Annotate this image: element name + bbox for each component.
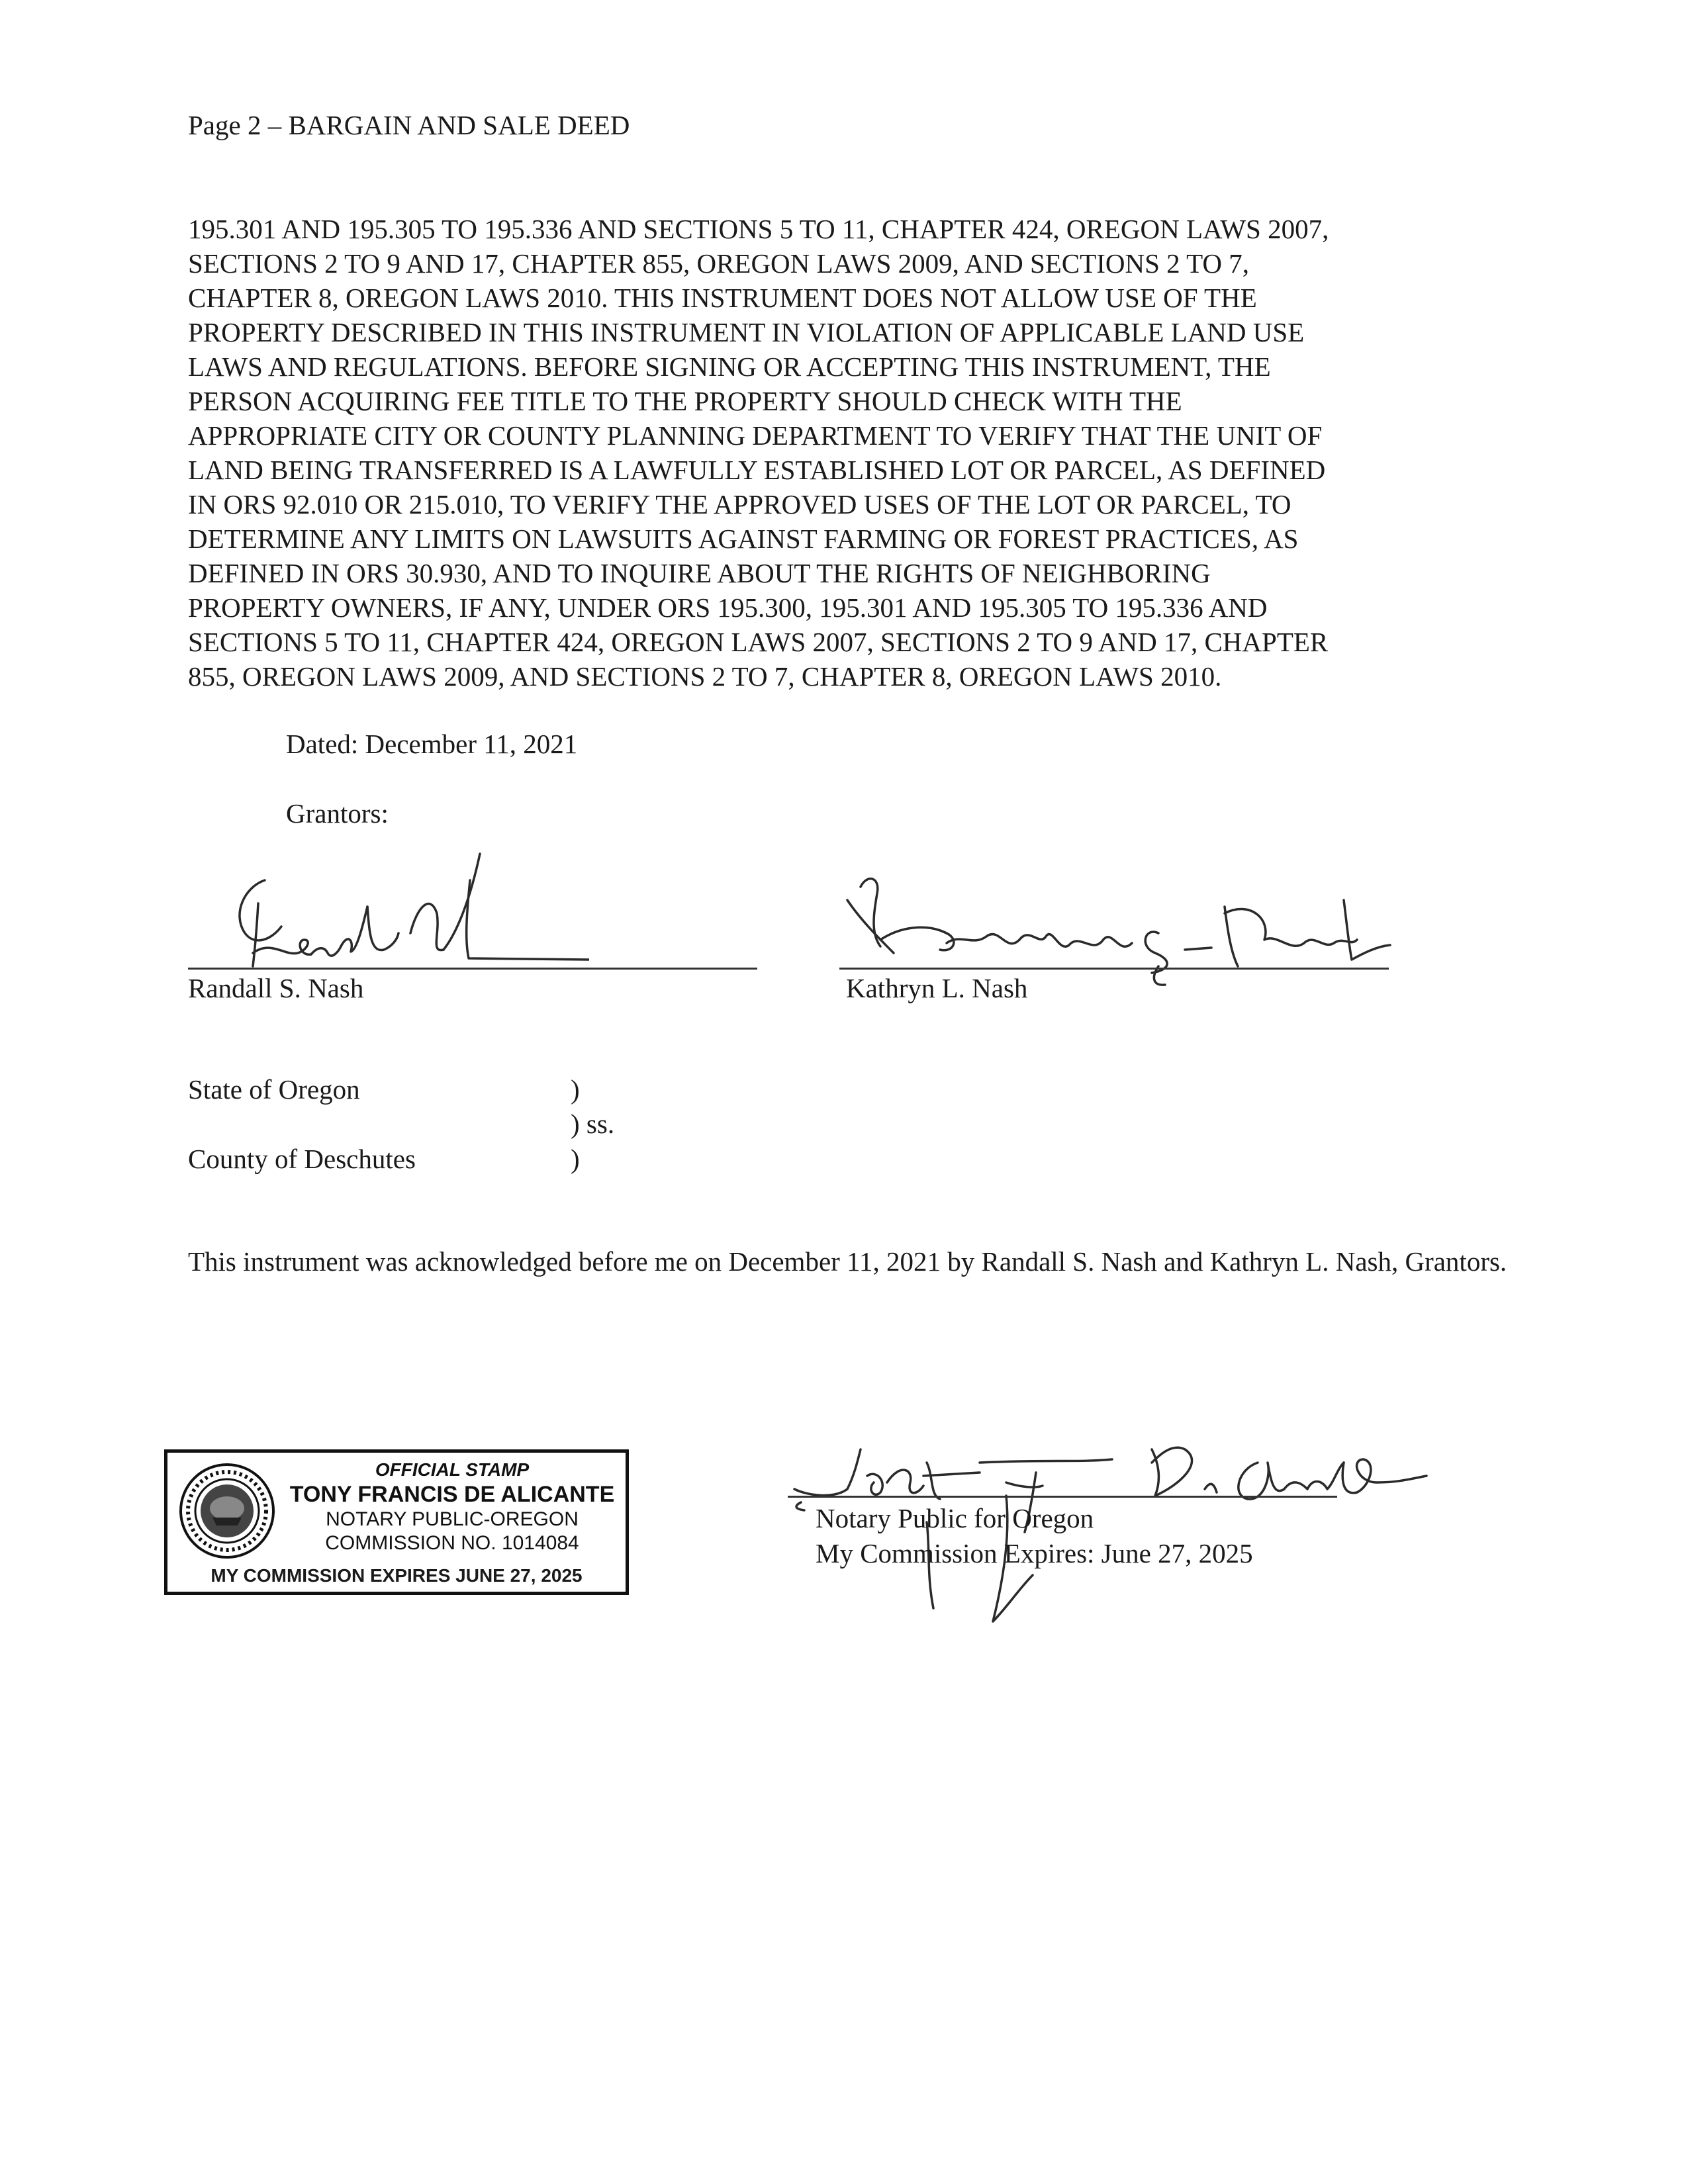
body-line: DEFINED IN ORS 30.930, AND TO INQUIRE ABOUT THE RIGHTS OF NEIGHBORING [188,558,1211,588]
notary-title: Notary Public for Oregon [816,1503,1094,1533]
body-line: PROPERTY DESCRIBED IN THIS INSTRUMENT IN VIOLATION OF APPLICABLE LAND USE [188,317,1305,347]
stamp-heading: OFFICIAL STAMP [375,1459,530,1480]
venue-bracket: ) [571,1074,580,1105]
venue-ss: ) ss. [571,1109,615,1139]
notary-commission-expiry: My Commission Expires: June 27, 2025 [816,1538,1253,1569]
body-line: CHAPTER 8, OREGON LAWS 2010. THIS INSTRUMENT DOES NOT ALLOW USE OF THE [188,283,1257,313]
signature-randall-nash [218,841,589,973]
body-line: LAND BEING TRANSFERRED IS A LAWFULLY ESTABLISHED LOT OR PARCEL, AS DEFINED [188,455,1326,485]
venue-county: County of Deschutes [188,1144,416,1174]
signature-line-grantor-1 [188,968,757,970]
dated-line: Dated: December 11, 2021 [286,729,578,759]
state-seal-icon [178,1462,276,1560]
body-line: SECTIONS 2 TO 9 AND 17, CHAPTER 855, OREGON LAWS 2009, AND SECTIONS 2 TO 7, [188,248,1250,279]
body-line: IN ORS 92.010 OR 215.010, TO VERIFY THE APPROVED USES OF THE LOT OR PARCEL, TO [188,489,1291,520]
body-line: SECTIONS 5 TO 11, CHAPTER 424, OREGON LAWS 2007, SECTIONS 2 TO 9 AND 17, CHAPTER [188,627,1329,657]
acknowledgment-text: This instrument was acknowledged before me on December 11, 2021 by Randall S. Nash and Kathryn L. Nash, Grantors. [188,1246,1507,1277]
official-notary-stamp [164,1449,629,1595]
grantor-2-name: Kathryn L. Nash [846,973,1028,1003]
page-header: Page 2 – BARGAIN AND SALE DEED [188,110,630,140]
venue-state: State of Oregon [188,1074,360,1105]
body-line: 855, OREGON LAWS 2009, AND SECTIONS 2 TO 7, CHAPTER 8, OREGON LAWS 2010. [188,661,1222,692]
stamp-commission-expiry: MY COMMISSION EXPIRES JUNE 27, 2025 [211,1565,583,1586]
signature-line-grantor-2 [839,968,1389,970]
stamp-notary-title: NOTARY PUBLIC-OREGON [326,1508,579,1530]
venue-bracket: ) [571,1144,580,1174]
grantor-1-name: Randall S. Nash [188,973,364,1003]
body-line: 195.301 AND 195.305 TO 195.336 AND SECTIONS 5 TO 11, CHAPTER 424, OREGON LAWS 2007, [188,214,1329,244]
stamp-notary-name: TONY FRANCIS DE ALICANTE [289,1482,615,1507]
body-line: PROPERTY OWNERS, IF ANY, UNDER ORS 195.300, 195.301 AND 195.305 TO 195.336 AND [188,592,1268,623]
body-line: DETERMINE ANY LIMITS ON LAWSUITS AGAINST FARMING OR FOREST PRACTICES, AS [188,523,1299,554]
body-line: PERSON ACQUIRING FEE TITLE TO THE PROPERTY SHOULD CHECK WITH THE [188,386,1182,416]
deed-body-text [188,212,1329,694]
body-line: LAWS AND REGULATIONS. BEFORE SIGNING OR ACCEPTING THIS INSTRUMENT, THE [188,351,1271,382]
signature-line-notary [788,1496,1337,1498]
body-line: APPROPRIATE CITY OR COUNTY PLANNING DEPARTMENT TO VERIFY THAT THE UNIT OF [188,420,1323,451]
stamp-commission-number: COMMISSION NO. 1014084 [325,1532,579,1554]
grantors-label: Grantors: [286,798,389,829]
